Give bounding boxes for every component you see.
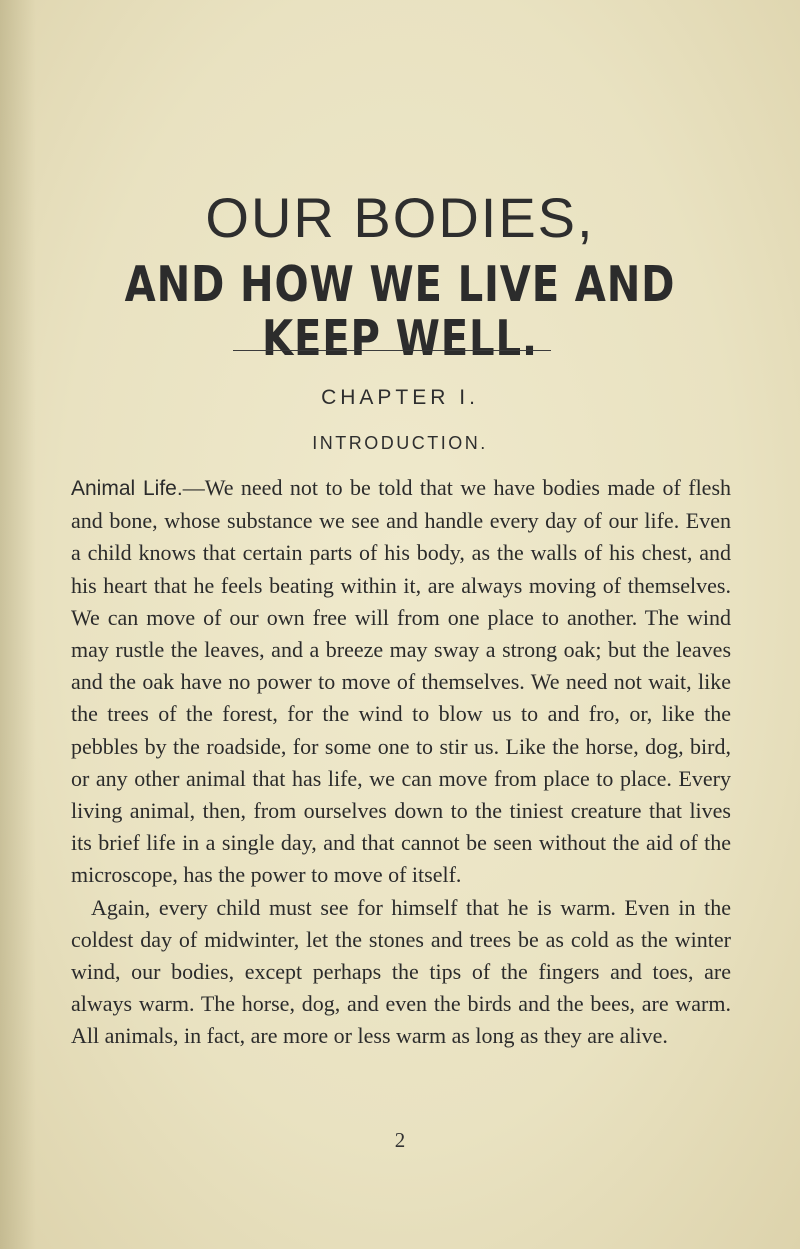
body-text [71, 472, 731, 1053]
book-title-line-2: AND HOW WE LIVE AND KEEP WELL. [124, 256, 676, 367]
section-title: INTRODUCTION. [312, 433, 488, 453]
paragraph-1-text: —We need not to be told that we have bodies made of flesh and bone, whose substance we see and handle every day of our life. Even a child knows that certain parts of his body, as the walls of his chest, and his heart that he feels beating within it, are always moving of themselves. We can move of our own free will from one place to another. The wind may rustle the leaves, and a breeze may sway a strong oak; but the leaves and the oak have no power to move of themselves. We need not wait, like the trees of the forest, for the wind to blow us to and fro, or, like the pebbles by the roadside, for some one to stir us. Like the horse, dog, bird, or any other animal that has life, we can move from place to place. Every living animal, then, from ourselves down to the tiniest creature that lives its brief life in a single day, and that cannot be seen without the aid of the microscope, has the power to move of itself. [71, 475, 732, 888]
page-number: 2 [394, 1128, 406, 1152]
paragraph-2: Again, every child must see for himself that he is warm. Even in the coldest day of midwinter, let the stones and trees be as cold as the winter wind, our bodies, except perhaps the tips of the fingers and toes, are always warm. The horse, dog, and even the birds and the bees, are warm. All animals, in fact, are more or less warm as long as they are alive. [71, 894, 731, 1049]
chapter-heading: CHAPTER I. [321, 386, 479, 409]
book-title-line-1: OUR BODIES, [205, 186, 595, 249]
run-in-heading: Animal Life. [71, 477, 183, 500]
paragraph-1 [71, 472, 731, 892]
title-divider [233, 350, 551, 351]
